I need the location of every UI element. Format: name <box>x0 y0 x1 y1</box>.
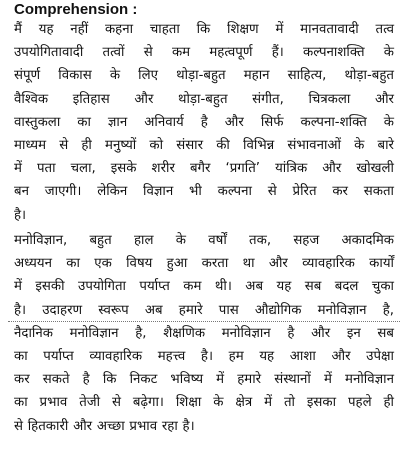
paragraph-2-line: से हितकारी और अच्छा प्रभाव रहा है। <box>14 418 195 434</box>
paragraph-2-line: अध्ययन का एक विषय हुआ करता था और व्यावहारिक कार्यों <box>14 256 394 272</box>
paragraph-1-line: मैं यह नहीं कहना चाहता कि शिक्षण में मानवतावादी तत्व <box>14 22 394 37</box>
paragraph-1-line: बन जाएगी। लेकिन विज्ञान भी कल्पना से प्रेरित कर सकता <box>14 184 394 200</box>
paragraph-2-line: में इसकी उपयोगिता पर्याप्त कम थी। अब यह सब बदल चुका <box>14 279 394 295</box>
passage-paragraph-2 <box>14 229 394 438</box>
paragraph-1-line: वास्तुकला का ज्ञान अनिवार्य है और सिर्फ कल्पना-शक्ति के <box>14 114 394 130</box>
paragraph-1-line: है। <box>14 207 27 223</box>
paragraph-2-line: कर सकते है कि निकट भविष्य में हमारे संस्थानों में मनोविज्ञान <box>14 372 394 388</box>
paragraph-1-line: वैश्विक इतिहास और थोड़ा-बहुत संगीत, चित्रकला और <box>14 91 394 107</box>
passage-paragraph-1 <box>14 18 394 227</box>
comprehension-heading: Comprehension : <box>14 1 138 18</box>
dotted-divider <box>8 321 400 322</box>
paragraph-2-line: नैदानिक मनोविज्ञान है, शैक्षणिक मनोविज्ञान है और इन सब <box>14 325 394 341</box>
paragraph-2-line: का प्रभाव तेजी से बढ़ेगा। शिक्षा के क्षेत्र में तो इसका पहले ही <box>14 395 394 411</box>
paragraph-2-line: है। उदाहरण स्वरूप अब हमारे पास औद्योगिक मनोविज्ञान है, <box>14 302 394 318</box>
paragraph-1-line: संपूर्ण विकास के लिए थोड़ा-बहुत महान साहित्य, थोड़ा-बहुत <box>14 68 394 84</box>
paragraph-1-line: में पता चला, इसके शरीर बगैर ‘प्रगति’ यांत्रिक और खोखली <box>14 161 394 177</box>
paragraph-2-line: मनोविज्ञान, बहुत हाल के वर्षों तक, सहज अकादमिक <box>14 233 394 248</box>
paragraph-1-line: माध्यम से ही मनुष्यों को संसार की विभिन्न संभावनाओं के बारे <box>14 138 394 154</box>
paragraph-1-line: उपयोगितावादी तत्वों से कम महत्वपूर्ण हैं। कल्पनाशक्ति के <box>14 45 394 61</box>
paragraph-2-line: का पर्याप्त व्यावहारिक महत्त्व है। हम यह आशा और उपेक्षा <box>14 349 394 365</box>
